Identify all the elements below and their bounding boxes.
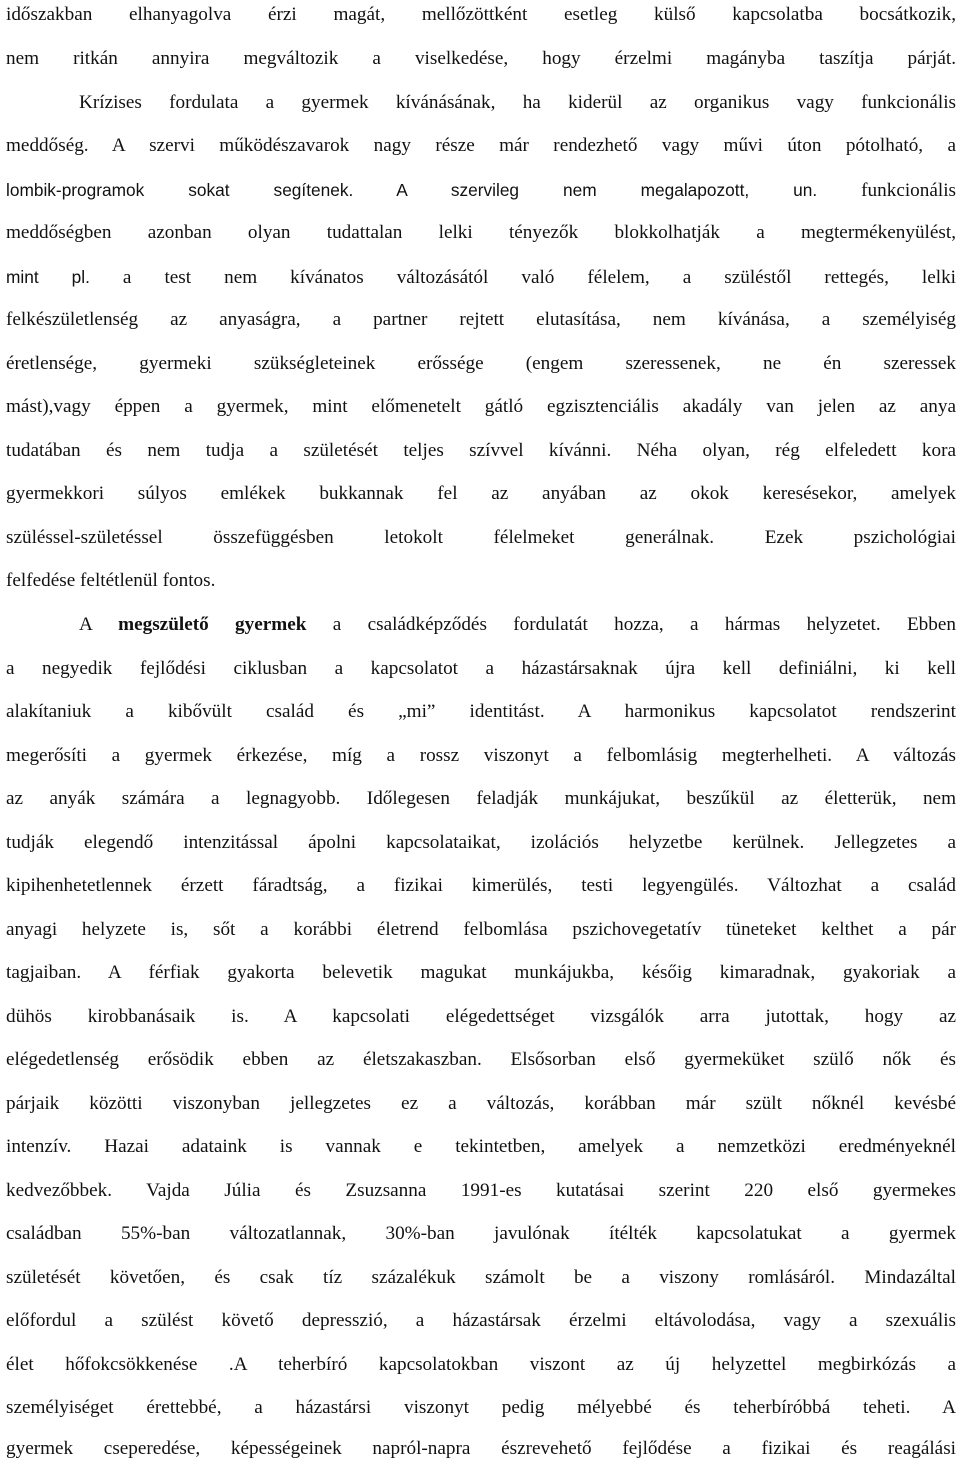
- text-line: párjaik közötti viszonyban jellegzetes ez a változás, korábban már szült nőknél kevésbé: [6, 1093, 956, 1114]
- text-line: felkészületlenség az anyaságra, a partner rejtett elutasítása, nem kívánása, a személyiség: [6, 309, 956, 330]
- text-line: az anyák számára a legnagyobb. Időlegesen feladják munkájukat, beszűkül az életterük, nem: [6, 788, 956, 809]
- text-line: [6, 262, 956, 292]
- text-line: tudatában és nem tudja a születését teljes szívvel kívánni. Néha olyan, rég elfeledett kora: [6, 440, 956, 461]
- text-line: nem ritkán annyira megváltozik a viselkedése, hogy érzelmi magányba taszítja párját.: [6, 48, 956, 69]
- text-segment: a test nem kívánatos változásától való félelem, a szüléstől rettegés, lelki: [89, 267, 957, 288]
- text-line: intenzív. Hazai adataink is vannak e tekintetben, amelyek a nemzetközi eredményeknél: [6, 1136, 956, 1157]
- text-line: a negyedik fejlődési ciklusban a kapcsolatot a házastársaknak újra kell definiálni, ki kell: [6, 658, 956, 679]
- bold-term: megszülető gyermek: [118, 614, 307, 635]
- text-line: alakítaniuk a kibővült család és „mi” identitást. A harmonikus kapcsolatot rendszerint: [6, 701, 956, 722]
- text-line: éretlensége, gyermeki szükségleteinek erőssége (engem szeressenek, ne én szeressek: [6, 353, 956, 374]
- text-line: szüléssel-születéssel összefüggésben letokolt félelmeket generálnak. Ezek pszichológiai: [6, 527, 956, 548]
- text-line: meddőségben azonban olyan tudattalan lelki tényezők blokkolhatják a megtermékenyülést,: [6, 222, 956, 243]
- text-segment: mint pl.: [6, 267, 90, 287]
- text-line: születését követően, és csak tíz százalékuk számolt be a viszony romlásáról. Mindazáltal: [6, 1267, 956, 1288]
- text-line: megerősíti a gyermek érkezése, míg a rossz viszonyt a felbomlásig megterhelheti. A változás: [6, 745, 956, 766]
- text-line: családban 55%-ban változatlannak, 30%-ban javulónak ítélték kapcsolatukat a gyermek: [6, 1223, 956, 1244]
- text-line: meddőség. A szervi működészavarok nagy része már rendezhető vagy művi úton pótolható, a: [6, 135, 956, 156]
- text-line: Krízises fordulata a gyermek kívánásának, ha kiderül az organikus vagy funkcionális: [79, 92, 956, 113]
- text-segment: A: [79, 614, 119, 635]
- text-line: felfedése feltétlenül fontos.: [6, 570, 216, 591]
- text-line: kedvezőbbek. Vajda Júlia és Zsuzsanna 1991-es kutatásai szerint 220 első gyermekes: [6, 1180, 956, 1201]
- text-line: kipihenhetetlennek érzett fáradtság, a fizikai kimerülés, testi legyengülés. Változhat a család: [6, 875, 956, 896]
- text-line: [6, 175, 956, 205]
- text-segment: funkcionális: [817, 180, 956, 201]
- text-line: előfordul a szülést követő depresszió, a házastársak érzelmi eltávolodása, vagy a szexuális: [6, 1310, 956, 1331]
- text-segment: lombik-programok sokat segítenek. A szervileg nem megalapozott, un.: [6, 180, 818, 200]
- text-line: dühös kirobbanásaik is. A kapcsolati elégedettséget vizsgálók arra jutottak, hogy az: [6, 1006, 956, 1027]
- text-segment: a családképződés fordulatát hozza, a hármas helyzetet. Ebben: [306, 614, 956, 635]
- text-line: anyagi helyzete is, sőt a korábbi életrend felbomlása pszichovegetatív tüneteket kelthet a pár: [6, 919, 956, 940]
- text-line: tagjaiban. A férfiak gyakorta belevetik magukat munkájukba, későig kimaradnak, gyakoriak a: [6, 962, 956, 983]
- text-line: élet hőfokcsökkenése .A teherbíró kapcsolatokban viszont az új helyzettel megbirkózás a: [6, 1354, 956, 1375]
- text-line: időszakban elhanyagolva érzi magát, mellőzöttként esetleg külső kapcsolatba bocsátkozik,: [6, 4, 956, 25]
- text-line: elégedetlenség erősödik ebben az életszakaszban. Elsősorban első gyermeküket szülő nők és: [6, 1049, 956, 1070]
- text-line: mást),vagy éppen a gyermek, mint előmenetelt gátló egzisztenciális akadály van jelen az anya: [6, 396, 956, 417]
- text-line: [79, 610, 956, 640]
- text-line: tudják elegendő intenzitással ápolni kapcsolataikat, izolációs helyzetbe kerülnek. Jellegzetes a: [6, 832, 956, 853]
- text-line: gyermekkori súlyos emlékek bukkannak fel az anyában az okok keresésekor, amelyek: [6, 483, 956, 504]
- text-line: gyermek cseperedése, képességeinek napról-napra észrevehető fejlődése a fizikai és reagálási: [6, 1438, 956, 1459]
- text-line: személyiséget érettebbé, a házastársi viszonyt pedig mélyebbé és teherbíróbbá teheti. A: [6, 1397, 956, 1418]
